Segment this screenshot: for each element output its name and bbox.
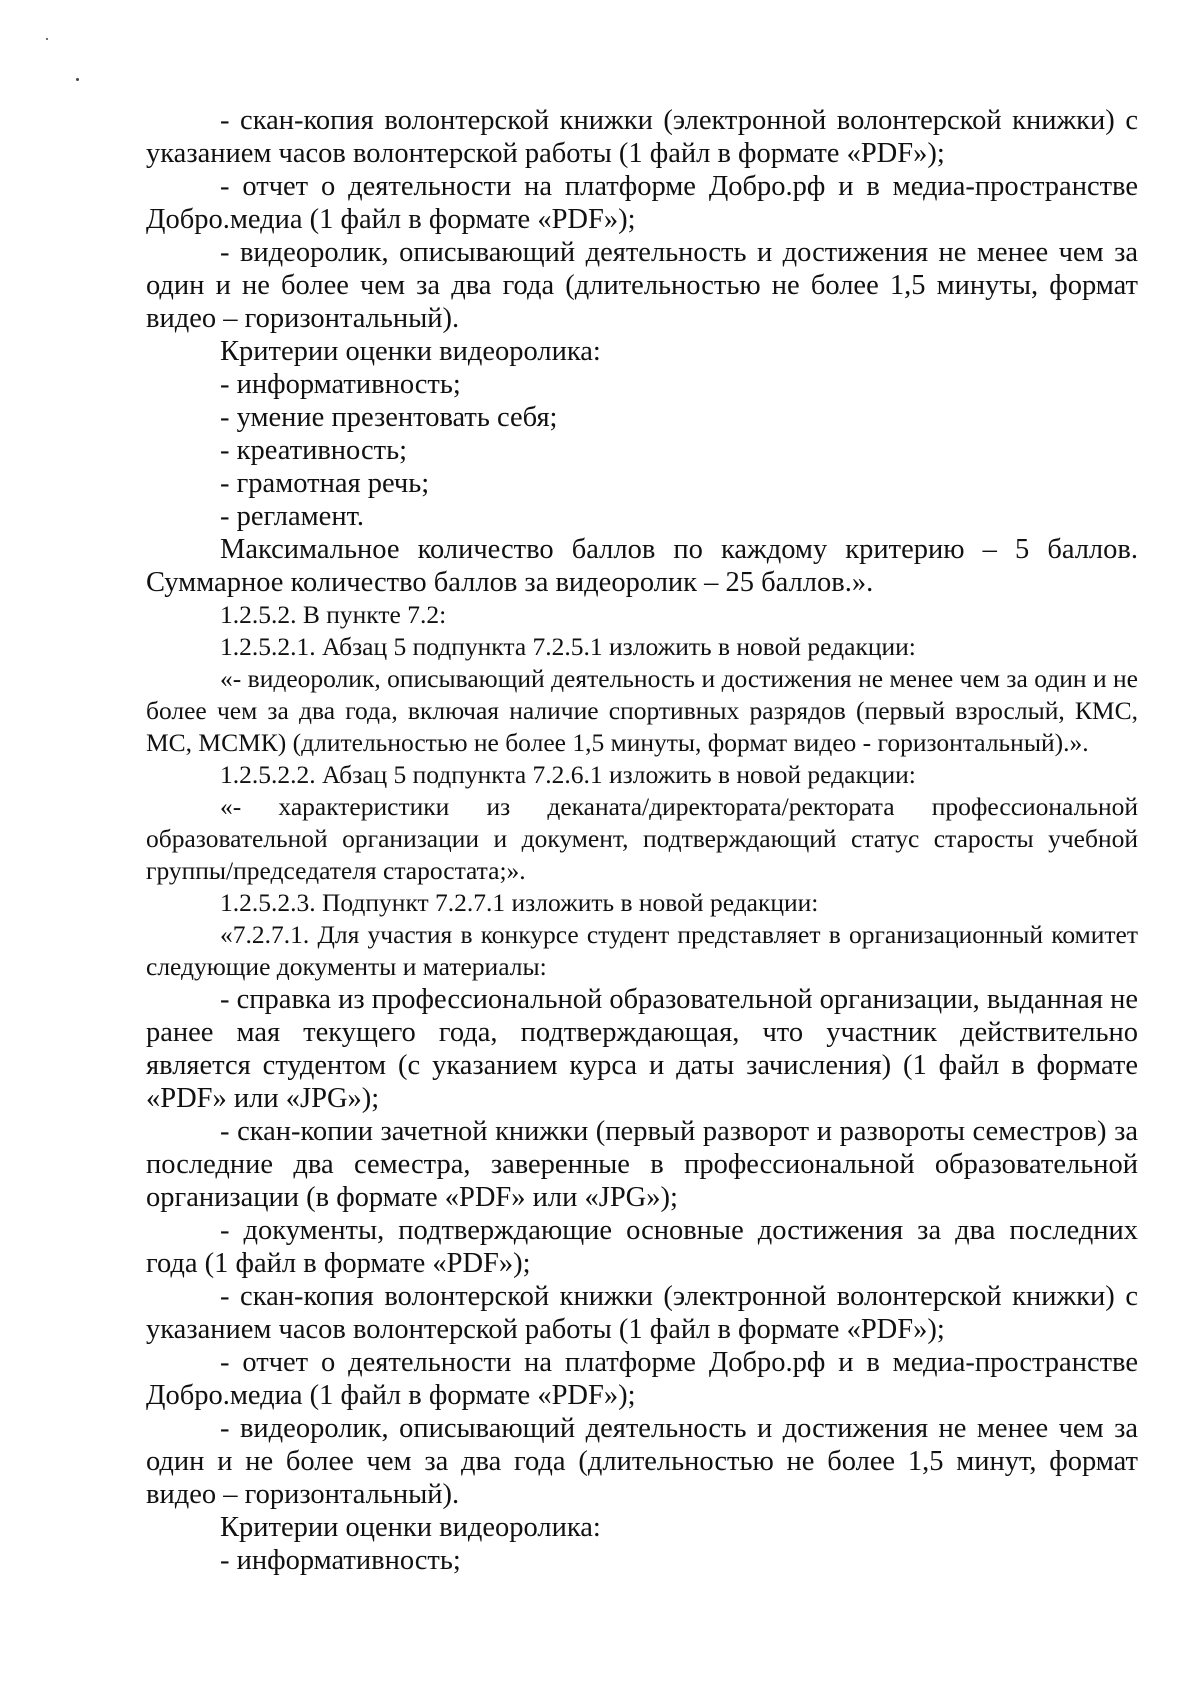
scan-speck <box>46 38 48 40</box>
paragraph: 1.2.5.2.2. Абзац 5 подпункта 7.2.6.1 изложить в новой редакции: <box>220 760 916 789</box>
list-item: - креативность; <box>220 435 408 466</box>
paragraph: Максимальное количество баллов по каждому критерию – 5 баллов. Суммарное количество баллов за видеоролик – 25 баллов.». <box>146 534 1138 598</box>
paragraph: - документы, подтверждающие основные достижения за два последних года (1 файл в формате «PDF»); <box>146 1215 1138 1279</box>
list-item: - грамотная речь; <box>220 468 430 499</box>
paragraph: «7.2.7.1. Для участия в конкурсе студент представляет в организационный комитет следующие документы и материалы: <box>146 920 1138 981</box>
paragraph: - отчет о деятельности на платформе Добро.рф и в медиа-пространстве Добро.медиа (1 файл в формате «PDF»); <box>146 1347 1138 1411</box>
list-item: - регламент. <box>220 501 365 532</box>
document-body <box>146 104 1138 1577</box>
paragraph: - видеоролик, описывающий деятельность и достижения не менее чем за один и не более чем за два года (длительностью не более 1,5 минуты, формат видео – горизонтальный). <box>146 237 1138 334</box>
paragraph: 1.2.5.2.3. Подпункт 7.2.7.1 изложить в новой редакции: <box>220 888 819 917</box>
scan-speck <box>76 78 79 81</box>
paragraph: Критерии оценки видеоролика: <box>220 336 601 367</box>
paragraph: 1.2.5.2. В пункте 7.2: <box>220 600 447 629</box>
list-item: - информативность; <box>220 1545 461 1576</box>
paragraph: Критерии оценки видеоролика: <box>220 1512 601 1543</box>
paragraph: - скан-копия волонтерской книжки (электронной волонтерской книжки) с указанием часов волонтерской работы (1 файл в формате «PDF»); <box>146 105 1138 169</box>
paragraph: 1.2.5.2.1. Абзац 5 подпункта 7.2.5.1 изложить в новой редакции: <box>220 632 916 661</box>
paragraph: «- характеристики из деканата/директората/ректората профессиональной образовательной организации и документ, подтверждающий статус старосты учебной группы/председателя старостата;». <box>146 792 1138 885</box>
list-item: - информативность; <box>220 369 461 400</box>
list-item: - умение презентовать себя; <box>220 402 558 433</box>
paragraph: - скан-копии зачетной книжки (первый разворот и развороты семестров) за последние два семестра, заверенные в профессиональной образовательной организации (в формате «PDF» или «JPG»); <box>146 1116 1138 1213</box>
paragraph: «- видеоролик, описывающий деятельность и достижения не менее чем за один и не более чем за два года, включая наличие спортивных разрядов (первый взрослый, КМС, МС, МСМК) (длительностью не более 1,5 минуты, формат видео - горизонтальный).». <box>146 664 1138 757</box>
paragraph: - видеоролик, описывающий деятельность и достижения не менее чем за один и не более чем за два года (длительностью не более 1,5 минут, формат видео – горизонтальный). <box>146 1413 1138 1510</box>
paragraph: - отчет о деятельности на платформе Добро.рф и в медиа-пространстве Добро.медиа (1 файл в формате «PDF»); <box>146 171 1138 235</box>
paragraph: - скан-копия волонтерской книжки (электронной волонтерской книжки) с указанием часов волонтерской работы (1 файл в формате «PDF»); <box>146 1281 1138 1345</box>
paragraph: - справка из профессиональной образовательной организации, выданная не ранее мая текущего года, подтверждающая, что участник действительно является студентом (с указанием курса и даты зачисления) (1 файл в формате «PDF» или «JPG»); <box>146 984 1138 1114</box>
